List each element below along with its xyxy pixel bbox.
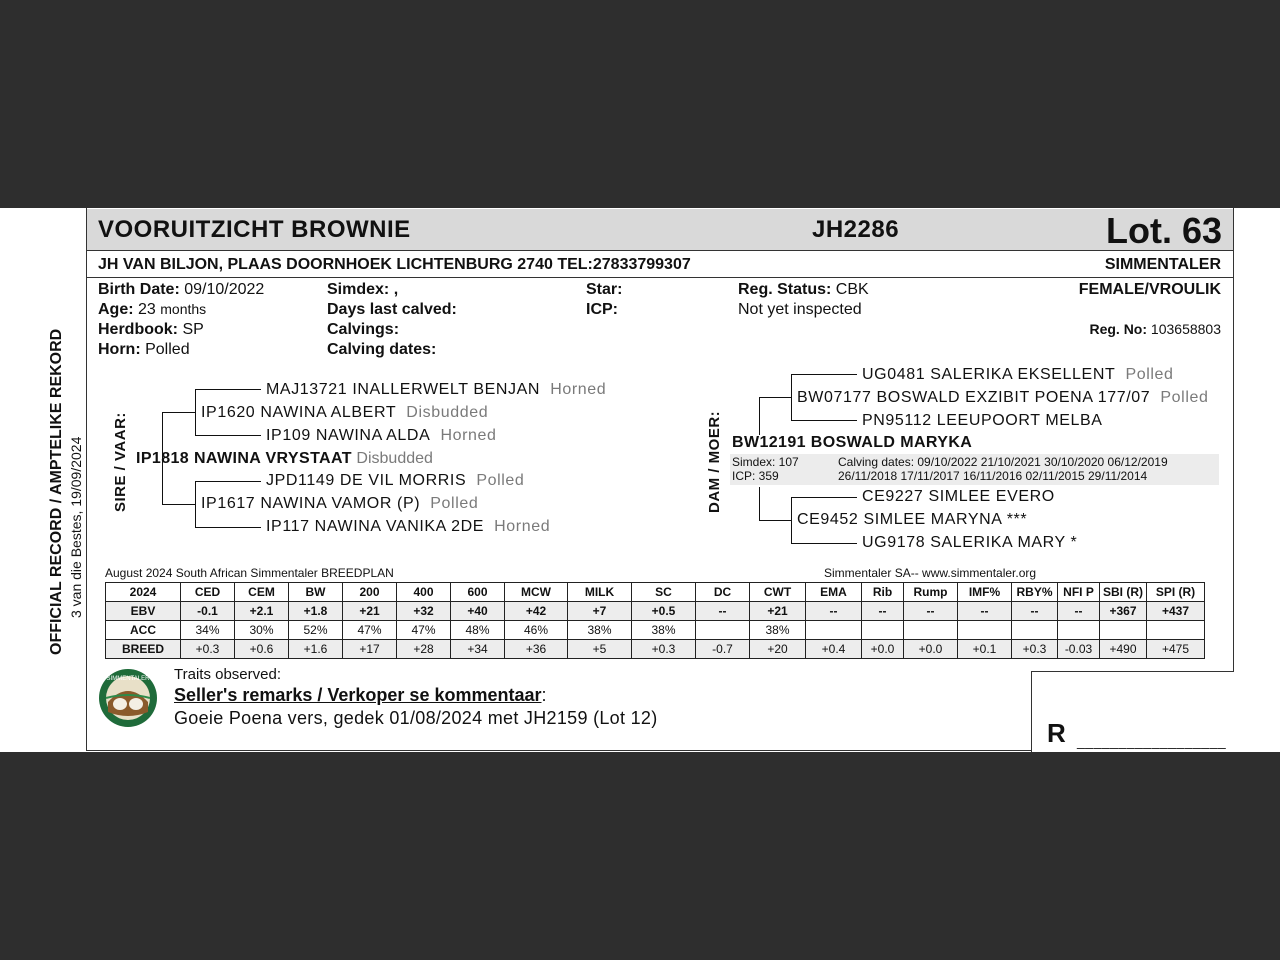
breedplan-header-cell: MILK: [568, 583, 632, 602]
breedplan-cell: 48%: [451, 621, 505, 640]
breedplan-cell: [1100, 621, 1147, 640]
breedplan-cell: +0.4: [806, 640, 862, 659]
dam-line: [791, 374, 857, 375]
breedplan-cell: [1147, 621, 1205, 640]
dam-name: BW12191 BOSWALD MARYKA: [732, 434, 973, 451]
sex: FEMALE/VROULIK: [1078, 281, 1221, 298]
breedplan-cell: +17: [343, 640, 397, 659]
inspection-status: Not yet inspected: [738, 301, 862, 318]
breedplan-header-cell: BW: [289, 583, 343, 602]
sire-bracket: [195, 389, 196, 435]
breedplan-cell: --: [806, 602, 862, 621]
lot-number: Lot. 63: [1105, 210, 1222, 251]
dam-line: [759, 520, 792, 521]
breedplan-cell: --: [1058, 602, 1100, 621]
breedplan-header-cell: 600: [451, 583, 505, 602]
birth-date: Birth Date: 09/10/2022: [98, 281, 265, 298]
breedplan-cell: +367: [1100, 602, 1147, 621]
official-record-label: OFFICIAL RECORD / AMPTELIKE REKORD: [48, 328, 65, 655]
price-field[interactable]: __________________: [1077, 733, 1227, 749]
dam-dam-sire: CE9227 SIMLEE EVERO: [862, 488, 1055, 505]
dam-bracket: [791, 497, 792, 544]
icp: ICP:: [586, 301, 618, 318]
breedplan-cell: +1.8: [289, 602, 343, 621]
breedplan-cell: --: [1012, 602, 1058, 621]
animal-id: JH2286: [812, 216, 900, 243]
star: Star:: [586, 281, 623, 298]
breedplan-cell: +32: [397, 602, 451, 621]
breedplan-header-cell: DC: [696, 583, 750, 602]
dam-dam-dam: UG9178 SALERIKA MARY *: [862, 534, 1078, 551]
breedplan-website: Simmentaler SA-- www.simmentaler.org: [824, 566, 1037, 580]
breedplan-header-cell: SBI (R): [1100, 583, 1147, 602]
breedplan-row-label: ACC: [106, 621, 181, 640]
breedplan-cell: 30%: [235, 621, 289, 640]
breedplan-cell: +437: [1147, 602, 1205, 621]
breedplan-cell: [696, 621, 750, 640]
breedplan-cell: [1058, 621, 1100, 640]
age: Age: 23 months: [98, 301, 207, 318]
breedplan-cell: +21: [750, 602, 806, 621]
sire-line: [162, 504, 196, 505]
sire-line: [195, 435, 261, 436]
breedplan-cell: [958, 621, 1012, 640]
breedplan-header-cell: CWT: [750, 583, 806, 602]
breedplan-cell: --: [958, 602, 1012, 621]
dam-dam: CE9452 SIMLEE MARYNA ***: [797, 511, 1028, 528]
breedplan-cell: [1012, 621, 1058, 640]
dam-sire-dam: PN95112 LEEUPOORT MELBA: [862, 412, 1103, 429]
sire-name: IP1818 NAWINA VRYSTAAT Disbudded: [136, 450, 433, 467]
breedplan-cell: +475: [1147, 640, 1205, 659]
breedplan-cell: -0.03: [1058, 640, 1100, 659]
svg-text:SIMMENTALER: SIMMENTALER: [106, 676, 150, 682]
breedplan-row-label: BREED: [106, 640, 181, 659]
breedplan-cell: --: [862, 602, 904, 621]
sire-dam-sire: JPD1149 DE VIL MORRIS Polled: [266, 472, 525, 489]
animal-name: VOORUITZICHT BROWNIE: [98, 216, 411, 243]
breedplan-header-cell: Rump: [904, 583, 958, 602]
breedplan-cell: +21: [343, 602, 397, 621]
breedplan-cell: 34%: [181, 621, 235, 640]
breedplan-cell: +0.5: [632, 602, 696, 621]
breedplan-header-cell: 2024: [106, 583, 181, 602]
breedplan-cell: +0.1: [958, 640, 1012, 659]
breedplan-cell: 47%: [343, 621, 397, 640]
dam-bracket: [791, 374, 792, 421]
dam-line: [791, 420, 857, 421]
sire-line: [195, 389, 261, 390]
breedplan-cell: +2.1: [235, 602, 289, 621]
breedplan-cell: +5: [568, 640, 632, 659]
breedplan-cell: 38%: [750, 621, 806, 640]
breed-name: SIMMENTALER: [1104, 256, 1221, 273]
breedplan-cell: --: [904, 602, 958, 621]
breedplan-header-cell: Rib: [862, 583, 904, 602]
sire-line: [162, 412, 196, 413]
breedplan-cell: 52%: [289, 621, 343, 640]
sire-sire-sire: MAJ13721 INALLERWELT BENJAN Horned: [266, 381, 607, 398]
breedplan-cell: 38%: [632, 621, 696, 640]
breedplan-header-cell: SC: [632, 583, 696, 602]
days-last-calved: Days last calved:: [327, 301, 457, 318]
breedplan-cell: +42: [505, 602, 568, 621]
breedplan-row-ebv: [106, 602, 1205, 621]
dam-bracket: [759, 397, 760, 435]
breedplan-cell: +0.3: [632, 640, 696, 659]
owner-line: JH VAN BILJON, PLAAS DOORNHOEK LICHTENBURG 2740 TEL:27833799307: [98, 256, 691, 273]
sire-dam-dam: IP117 NAWINA VANIKA 2DE Horned: [266, 518, 551, 535]
dam-line: [759, 397, 792, 398]
calvings: Calvings:: [327, 321, 400, 338]
sire-bracket: [195, 481, 196, 527]
breedplan-cell: -0.1: [181, 602, 235, 621]
simdex: Simdex: ,: [327, 281, 399, 298]
dam-icp: ICP: 359: [732, 469, 779, 483]
breedplan-cell: +40: [451, 602, 505, 621]
sire-line: [195, 481, 261, 482]
price-symbol: R: [1047, 718, 1066, 748]
breedplan-header-cell: 200: [343, 583, 397, 602]
breedplan-header-cell: IMF%: [958, 583, 1012, 602]
dam-calving-dates-2: 26/11/2018 17/11/2017 16/11/2016 02/11/2015 29/11/2014: [838, 469, 1148, 483]
dam-label: DAM / MOER:: [706, 410, 723, 513]
breedplan-header-cell: MCW: [505, 583, 568, 602]
simmentaler-logo: [98, 668, 158, 728]
breedplan-cell: -0.7: [696, 640, 750, 659]
breedplan-row-acc: [106, 621, 1205, 640]
breedplan-header-cell: EMA: [806, 583, 862, 602]
traits-observed: Traits observed:: [174, 666, 281, 683]
seller-remarks-heading: Seller's remarks / Verkoper se kommentaar:: [174, 685, 547, 705]
issued-label: 3 van die Bestes, 19/09/2024: [68, 436, 84, 618]
breedplan-cell: 47%: [397, 621, 451, 640]
breedplan-cell: --: [696, 602, 750, 621]
breedplan-header-row: [106, 583, 1205, 602]
breedplan-cell: +490: [1100, 640, 1147, 659]
breedplan-cell: +20: [750, 640, 806, 659]
dam-bracket: [759, 487, 760, 520]
dam-line: [791, 497, 857, 498]
reg-status: Reg. Status: CBK: [738, 281, 869, 298]
breedplan-cell: +1.6: [289, 640, 343, 659]
sire-label: SIRE / VAAR:: [112, 412, 129, 512]
breedplan-row-breed: [106, 640, 1205, 659]
breedplan-cell: +36: [505, 640, 568, 659]
breedplan-cell: +0.6: [235, 640, 289, 659]
dam-sire-sire: UG0481 SALERIKA EKSELLENT Polled: [862, 366, 1174, 383]
sire-line: [195, 527, 261, 528]
breedplan-cell: 46%: [505, 621, 568, 640]
breedplan-header-cell: CEM: [235, 583, 289, 602]
breedplan-header-cell: RBY%: [1012, 583, 1058, 602]
sire-dam: IP1617 NAWINA VAMOR (P) Polled: [201, 495, 479, 512]
dam-calving-dates: Calving dates: 09/10/2022 21/10/2021 30/10/2020 06/12/2019: [838, 455, 1168, 469]
horn-status: Horn: Polled: [98, 341, 190, 358]
breedplan-cell: +0.0: [904, 640, 958, 659]
sire-sire-dam: IP109 NAWINA ALDA Horned: [266, 427, 497, 444]
breedplan-cell: +0.0: [862, 640, 904, 659]
breedplan-cell: +0.3: [1012, 640, 1058, 659]
breedplan-title: August 2024 South African Simmentaler BREEDPLAN: [105, 566, 394, 580]
breedplan-cell: [862, 621, 904, 640]
breedplan-cell: 38%: [568, 621, 632, 640]
calving-dates: Calving dates:: [327, 341, 437, 358]
breedplan-header-cell: NFI P: [1058, 583, 1100, 602]
breedplan-cell: +0.3: [181, 640, 235, 659]
reg-no: Reg. No: 103658803: [1089, 321, 1221, 337]
breedplan-header-cell: CED: [181, 583, 235, 602]
breedplan-row-label: EBV: [106, 602, 181, 621]
breedplan-table: [105, 582, 1205, 659]
breedplan-cell: [904, 621, 958, 640]
seller-remarks: Goeie Poena vers, gedek 01/08/2024 met JH2159 (Lot 12): [174, 708, 658, 728]
dam-simdex: Simdex: 107: [732, 455, 799, 469]
breedplan-cell: +34: [451, 640, 505, 659]
breedplan-header-cell: 400: [397, 583, 451, 602]
breedplan-cell: +7: [568, 602, 632, 621]
breedplan-cell: [806, 621, 862, 640]
breedplan-cell: +28: [397, 640, 451, 659]
breedplan-header-cell: SPI (R): [1147, 583, 1205, 602]
sire-sire: IP1620 NAWINA ALBERT Disbudded: [201, 404, 489, 421]
dam-line: [791, 543, 857, 544]
herdbook: Herdbook: SP: [98, 321, 204, 338]
dam-sire: BW07177 BOSWALD EXZIBIT POENA 177/07 Polled: [797, 389, 1209, 406]
